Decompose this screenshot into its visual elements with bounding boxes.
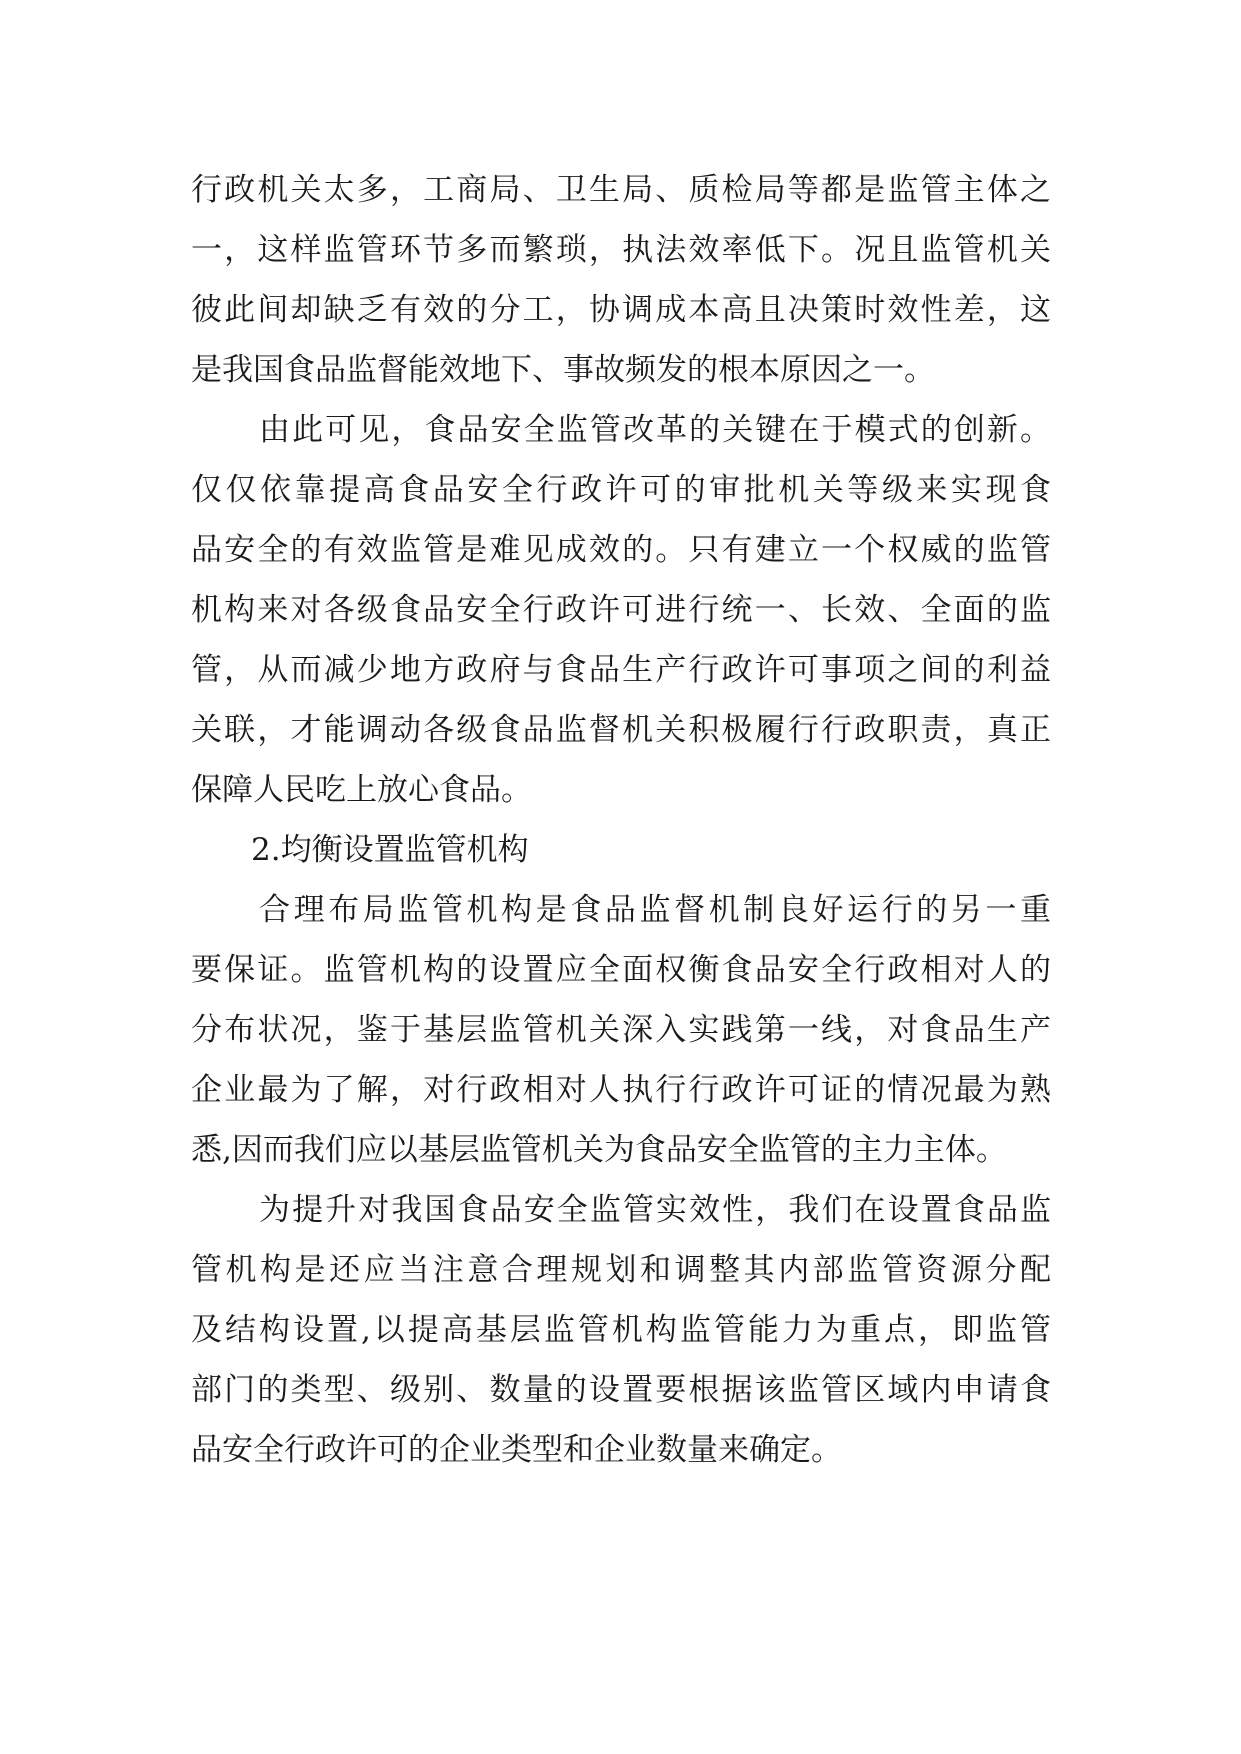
- text-line: 部门的类型、级别、数量的设置要根据该监管区域内申请食: [191, 1372, 1051, 1408]
- text-line: 关联，才能调动各级食品监督机关积极履行行政职责，真正: [191, 712, 1051, 748]
- body-text: [191, 160, 1051, 1480]
- text-line: 企业最为了解，对行政相对人执行行政许可证的情况最为熟: [191, 1072, 1051, 1108]
- text-line: 保障人民吃上放心食品。: [191, 772, 532, 808]
- text-line: 要保证。监管机构的设置应全面权衡食品安全行政相对人的: [191, 952, 1051, 988]
- text-line: 由此可见，食品安全监管改革的关键在于模式的创新。: [259, 412, 1051, 448]
- text-line: 悉,因而我们应以基层监管机关为食品安全监管的主力主体。: [191, 1132, 1007, 1168]
- text-line: 管机构是还应当注意合理规划和调整其内部监管资源分配: [191, 1252, 1051, 1288]
- text-line: 品安全的有效监管是难见成效的。只有建立一个权威的监管: [191, 532, 1051, 568]
- text-line: 品安全行政许可的企业类型和企业数量来确定。: [191, 1432, 842, 1468]
- text-line: 合理布局监管机构是食品监督机制良好运行的另一重: [259, 892, 1051, 928]
- text-line: 及结构设置,以提高基层监管机构监管能力为重点，即监管: [191, 1312, 1051, 1348]
- text-line: 行政机关太多，工商局、卫生局、质检局等都是监管主体之: [191, 172, 1051, 208]
- text-line: 为提升对我国食品安全监管实效性，我们在设置食品监: [259, 1192, 1051, 1228]
- text-line: 机构来对各级食品安全行政许可进行统一、长效、全面的监: [191, 592, 1051, 628]
- text-line: 一，这样监管环节多而繁琐，执法效率低下。况且监管机关: [191, 232, 1051, 268]
- text-line: 彼此间却缺乏有效的分工，协调成本高且决策时效性差，这: [191, 292, 1051, 328]
- text-line: 管，从而减少地方政府与食品生产行政许可事项之间的利益: [191, 652, 1051, 688]
- text-line: 是我国食品监督能效地下、事故频发的根本原因之一。: [191, 352, 935, 388]
- text-line: 分布状况，鉴于基层监管机关深入实践第一线，对食品生产: [191, 1012, 1051, 1048]
- text-line: 仅仅依靠提高食品安全行政许可的审批机关等级来实现食: [191, 472, 1051, 508]
- section-heading: 2.均衡设置监管机构: [251, 832, 529, 868]
